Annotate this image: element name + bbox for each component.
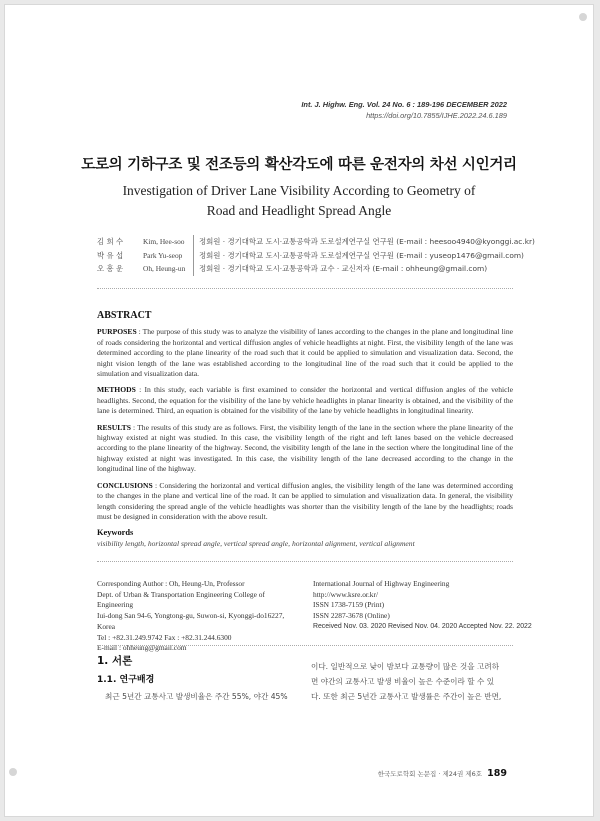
journal-info-name: International Journal of Highway Engineering (313, 579, 450, 588)
corresponding-author: Corresponding Author : Oh, Heung-Un, Professor (97, 579, 245, 588)
corresponding-address: Iui-dong San 94-6, Yongtong-gu, Suwon-si, Kyonggi-do16227, Korea (97, 611, 285, 631)
divider (97, 645, 513, 646)
keywords-text: visibility length, horizontal spread angle, vertical spread angle, horizontal alignment, vertical alignment (97, 538, 415, 548)
body-text-right-line: 다. 또한 최근 5년간 교통사고 발생률은 주간이 높은 반면, (311, 692, 502, 701)
author-row (97, 262, 535, 276)
conclusions-text: : Considering the horizontal and vertical diffusion angles, the visibility length of the lane was determined according to the changes in the plane and vertical line of the road. It can be applied to simulation and visualization data. In general, the visibility length considering the spread angle of the vehicle headlights was shorter than the visibility length of the lane by the headlights; roads must be designed in consideration with the above result. (97, 480, 513, 521)
title-korean: 도로의 기하구조 및 전조등의 확산각도에 따른 운전자의 차선 시인거리 (81, 157, 517, 173)
abstract-conclusions (97, 481, 513, 523)
corresponding-tel-fax: Tel : +82.31.249.9742 Fax : +82.31.244.6300 (97, 632, 232, 642)
author-name-english: Oh, Heung-un (143, 264, 186, 273)
author-row (97, 249, 535, 263)
abstract-purposes (97, 327, 513, 379)
subsection-title: 1.1. 연구배경 (97, 675, 155, 685)
abstract-methods (97, 385, 513, 416)
corresponding-email[interactable]: E-mail : ohheung@gmail.com (97, 643, 187, 653)
author-name-korean: 박 유 섭 (97, 250, 124, 260)
title-english-line2: Road and Headlight Spread Angle (206, 203, 392, 218)
methods-text: : In this study, each variable is first examined to consider the horizontal and vertical diffusion angles of the vehicle headlights. Second, the equation for the visibility of the lane by vehicle headlights in planar linearity is obtained, and the visibility of the lane is determined. Third, an equation is obtained for the visibility of the lane by vehicle headlights in longitudinal linearity. (97, 385, 513, 416)
footer-journal-name: 한국도로학회 논문집 · 제24권 제6호 (377, 770, 483, 778)
body-left-column (97, 653, 307, 704)
abstract-section (97, 311, 513, 549)
purposes-label: PURPOSES (97, 327, 137, 337)
purposes-text: : The purpose of this study was to analyze the visibility of lanes according to the changes in the plane and longitudinal line of roads considering the horizontal and vertical diffusion angles of vehicle headlights at night. First, the visibility length of the lane was determined according to the plane linearity of the road such that it could be applied to simulation and visualization data. Second, the night vision length of the lane was established according to the longitudinal line of the road such that it could be applied to the simulation and visualization data. (97, 327, 513, 379)
page-corner-dot (9, 768, 17, 776)
page-footer (378, 768, 507, 779)
author-name-english: Park Yu-seop (143, 250, 183, 260)
author-list (97, 235, 535, 276)
author-affiliation: 정회원 · 경기대학교 도시·교통공학과 도로설계연구실 연구원 (E-mail : heesoo4940@kyonggi.ac.kr) (193, 235, 535, 249)
body-text-left: 최근 5년간 교통사고 발생비율은 주간 55%, 야간 45% (105, 692, 288, 701)
author-name-english: Kim, Hee-soo (143, 237, 185, 246)
journal-info-url[interactable]: http://www.ksre.or.kr/ (313, 589, 379, 599)
keywords-heading: Keywords (97, 528, 134, 538)
journal-citation: Int. J. Highw. Eng. Vol. 24 No. 6 : 189-196 DECEMBER 2022 (301, 100, 507, 109)
journal-info-issn-online: ISSN 2287-3678 (Online) (313, 611, 390, 621)
author-affiliation: 정회원 · 경기대학교 도시·교통공학과 교수 · 교신저자 (E-mail : ohheung@gmail.com) (193, 262, 487, 276)
paper-page (4, 4, 594, 817)
body-text-right-line: 이다. 일반적으로 낮이 밤보다 교통량이 많은 것을 고려하 (311, 662, 500, 671)
section-title: 1. 서론 (97, 655, 133, 667)
conclusions-label: CONCLUSIONS (97, 480, 153, 490)
title-english-line1: Investigation of Driver Lane Visibility According to Geometry of (122, 183, 476, 198)
author-name-korean: 김 희 수 (97, 237, 124, 246)
journal-info-issn-print: ISSN 1738-7159 (Print) (313, 600, 385, 610)
doi-link[interactable]: https://doi.org/10.7855/IJHE.2022.24.6.189 (366, 111, 507, 120)
journal-header (301, 99, 507, 121)
methods-label: METHODS (97, 385, 136, 395)
author-affiliation: 정회원 · 경기대학교 도시·교통공학과 도로설계연구실 연구원 (E-mail : yuseop1476@gmail.com) (193, 249, 524, 263)
corresponding-dept: Dept. of Urban & Transportation Engineering College of Engineering (97, 589, 265, 610)
correspondence-block (97, 579, 297, 654)
body-text-right-line: 면 야간의 교통사고 발생 비율이 높은 수준이라 할 수 있 (311, 677, 495, 686)
page-corner-dot (579, 13, 587, 21)
page-number: 189 (487, 768, 507, 779)
title-english (5, 181, 593, 221)
results-text: : The results of this study are as follows. First, the visibility length of the lane in the section where the plane linearity of the highway existed at night was studied. In this case, the visibility length of the right and left lanes based on the vehicle decreased according to the plane linearity of the highway. Second, the visibility length of the lane in the section where the longitudinal line of the highway existed at night was investigated. In this case, the visibility length of the lane decreased according to the change in the longitudinal line of the highway. (97, 422, 513, 474)
body-right-column (311, 659, 523, 704)
journal-info-dates: Received Nov. 03. 2020 Revised Nov. 04. 2020 Accepted Nov. 22. 2022 (313, 622, 532, 630)
abstract-results (97, 423, 513, 475)
results-label: RESULTS (97, 422, 131, 432)
divider (97, 561, 513, 562)
divider (97, 288, 513, 289)
abstract-heading: ABSTRACT (97, 310, 152, 321)
author-row (97, 235, 535, 249)
journal-info-block (313, 579, 532, 633)
author-name-korean: 오 흥 운 (97, 264, 124, 273)
